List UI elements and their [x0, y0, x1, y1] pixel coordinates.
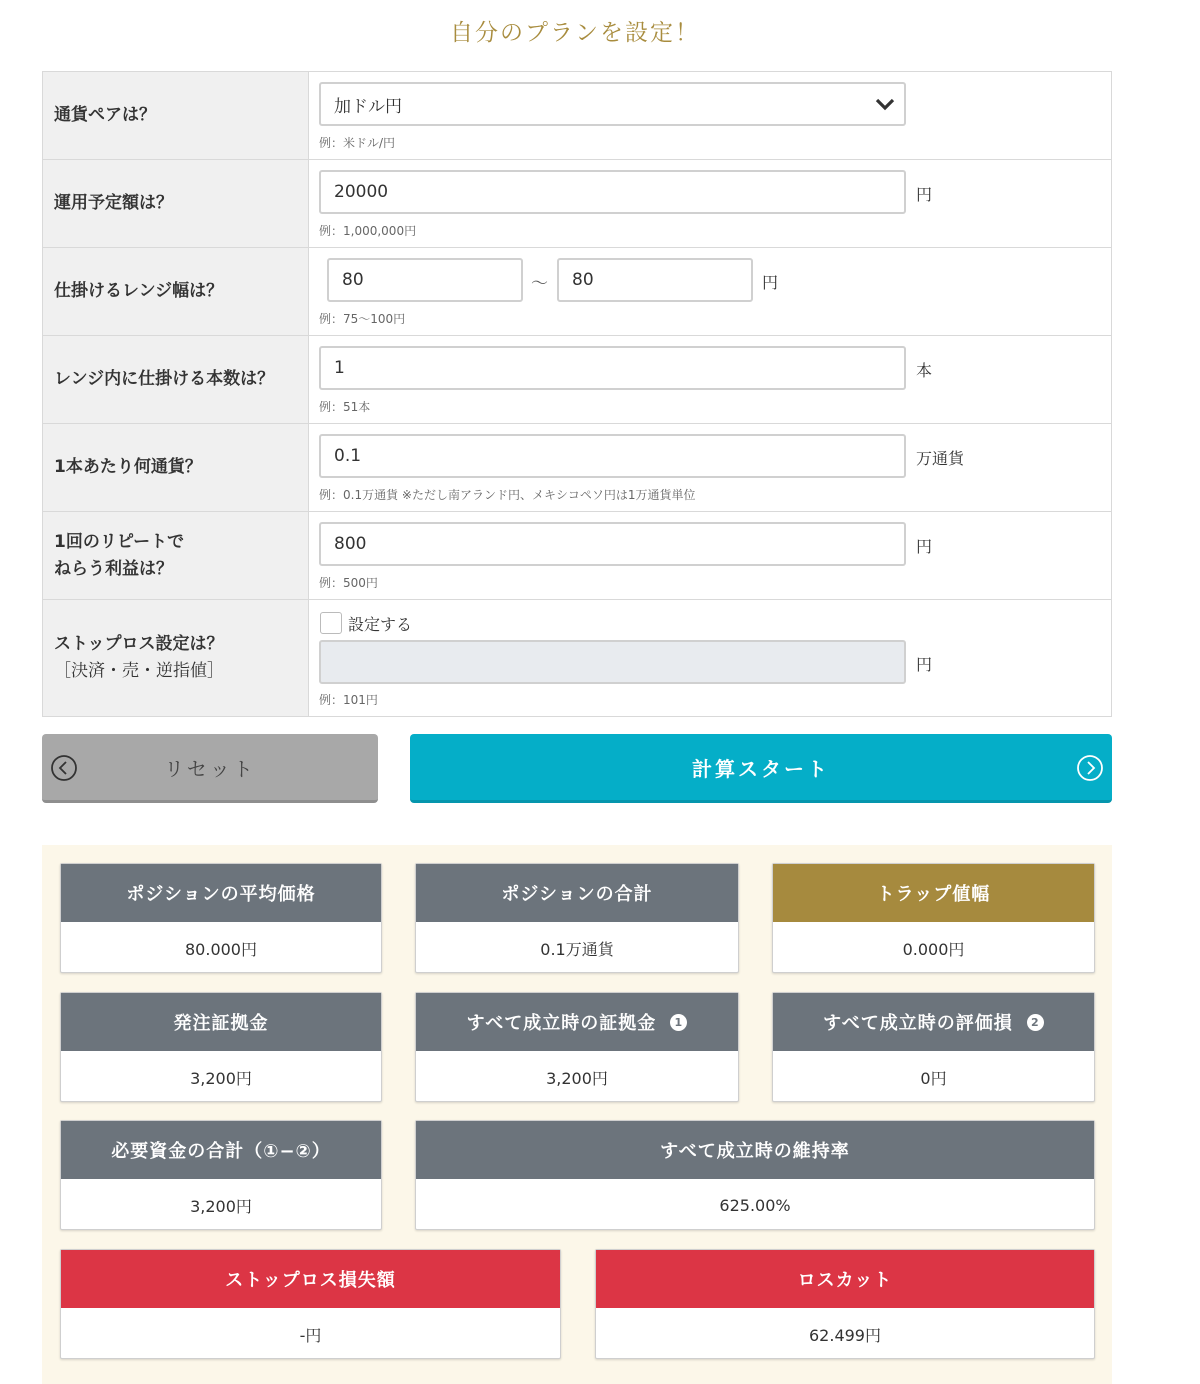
card-loss-cut-title: ロスカット [596, 1250, 1094, 1308]
card-required-total [60, 1120, 382, 1230]
stoploss-label: ストップロス設定は？ ［決済・売・逆指値］ [43, 600, 309, 716]
amount-example: 例：1,000,000円 [319, 224, 417, 238]
count-example: 例：51本 [319, 400, 371, 414]
chevron-left-circle-icon [50, 754, 78, 782]
amount-label: 運用予定額は？ [43, 160, 309, 247]
chevron-right-circle-icon [1076, 754, 1104, 782]
card-required-total-value: 3,200円 [190, 1196, 252, 1216]
currency-label: 通貨ペアは？ [43, 72, 309, 159]
row-count [43, 336, 1111, 424]
card-order-margin [60, 992, 382, 1102]
lot-input[interactable]: 0.1 [319, 434, 906, 478]
card-stoploss-amount [60, 1249, 561, 1359]
card-maintenance-rate-title: すべて成立時の維持率 [416, 1121, 1094, 1179]
profit-input[interactable]: 800 [319, 522, 906, 566]
card-avg-price-title: ポジションの平均価格 [61, 864, 381, 922]
amount-input[interactable]: 20000 [319, 170, 906, 214]
lot-label: 1本あたり何通貨？ [43, 424, 309, 511]
range-to-input[interactable]: 80 [557, 258, 753, 302]
range-separator: 〜 [531, 274, 548, 294]
count-label: レンジ内に仕掛ける本数は？ [43, 336, 309, 423]
card-all-margin-title: すべて成立時の証拠金 1 [416, 993, 738, 1051]
stoploss-example: 例：101円 [319, 693, 378, 707]
page-title: 自分のプランを設定！ [450, 20, 700, 46]
card-stoploss-amount-value: -円 [299, 1325, 322, 1345]
amount-unit: 円 [916, 185, 933, 204]
row-range [43, 248, 1111, 336]
count-input[interactable]: 1 [319, 346, 906, 390]
stoploss-unit: 円 [916, 655, 933, 674]
card-position-total-title: ポジションの合計 [416, 864, 738, 922]
card-maintenance-rate-value: 625.00% [719, 1195, 791, 1215]
count-unit: 本 [916, 361, 933, 380]
card-position-total-value: 0.1万通貨 [540, 939, 614, 959]
card-all-loss-value: 0円 [920, 1068, 947, 1088]
chevron-down-icon [874, 94, 896, 114]
stoploss-checkbox-label[interactable]: 設定する [348, 615, 413, 634]
results-panel [42, 845, 1112, 1384]
card-trap-width [772, 863, 1095, 973]
card-all-margin [415, 992, 739, 1102]
circled-number-1-icon: 1 [670, 1014, 687, 1031]
row-stoploss [43, 600, 1111, 716]
card-required-total-title: 必要資金の合計（①−②） [61, 1121, 381, 1179]
card-loss-cut [595, 1249, 1095, 1359]
card-stoploss-amount-title: ストップロス損失額 [61, 1250, 560, 1308]
range-example: 例：75〜100円 [319, 312, 406, 326]
card-order-margin-title: 発注証拠金 [61, 993, 381, 1051]
stoploss-input[interactable] [319, 640, 906, 684]
profit-example: 例：500円 [319, 576, 378, 590]
stoploss-checkbox[interactable] [320, 612, 342, 634]
card-trap-width-value: 0.000円 [902, 939, 965, 959]
card-all-loss-title: すべて成立時の評価損 2 [773, 993, 1094, 1051]
currency-select[interactable] [319, 82, 906, 126]
plan-form [42, 71, 1112, 717]
card-all-loss [772, 992, 1095, 1102]
card-loss-cut-value: 62.499円 [809, 1325, 881, 1345]
reset-button-label: リセット [164, 756, 256, 781]
row-profit [43, 512, 1111, 600]
lot-unit: 万通貨 [916, 449, 965, 468]
row-currency [43, 72, 1111, 160]
start-button-label: 計算スタート [692, 756, 830, 781]
lot-example: 例：0.1万通貨 ※ただし南アランド円、メキシコペソ円は1万通貨単位 [319, 488, 696, 502]
profit-label: 1回のリピートで ねらう利益は？ [43, 512, 309, 599]
currency-selected-value: 加ドル円 [334, 96, 402, 117]
card-trap-width-title: トラップ値幅 [773, 864, 1094, 922]
row-lot [43, 424, 1111, 512]
range-label: 仕掛けるレンジ幅は？ [43, 248, 309, 335]
profit-unit: 円 [916, 537, 933, 556]
range-from-input[interactable]: 80 [327, 258, 523, 302]
card-maintenance-rate [415, 1120, 1095, 1230]
card-order-margin-value: 3,200円 [190, 1068, 252, 1088]
card-position-total [415, 863, 739, 973]
circled-number-2-icon: 2 [1027, 1014, 1044, 1031]
row-amount [43, 160, 1111, 248]
card-avg-price-value: 80.000円 [185, 939, 257, 959]
reset-button[interactable] [42, 734, 378, 803]
range-unit: 円 [762, 273, 779, 292]
card-avg-price [60, 863, 382, 973]
card-all-margin-value: 3,200円 [546, 1068, 608, 1088]
calculate-start-button[interactable] [410, 734, 1112, 803]
currency-example: 例：米ドル/円 [319, 136, 396, 150]
